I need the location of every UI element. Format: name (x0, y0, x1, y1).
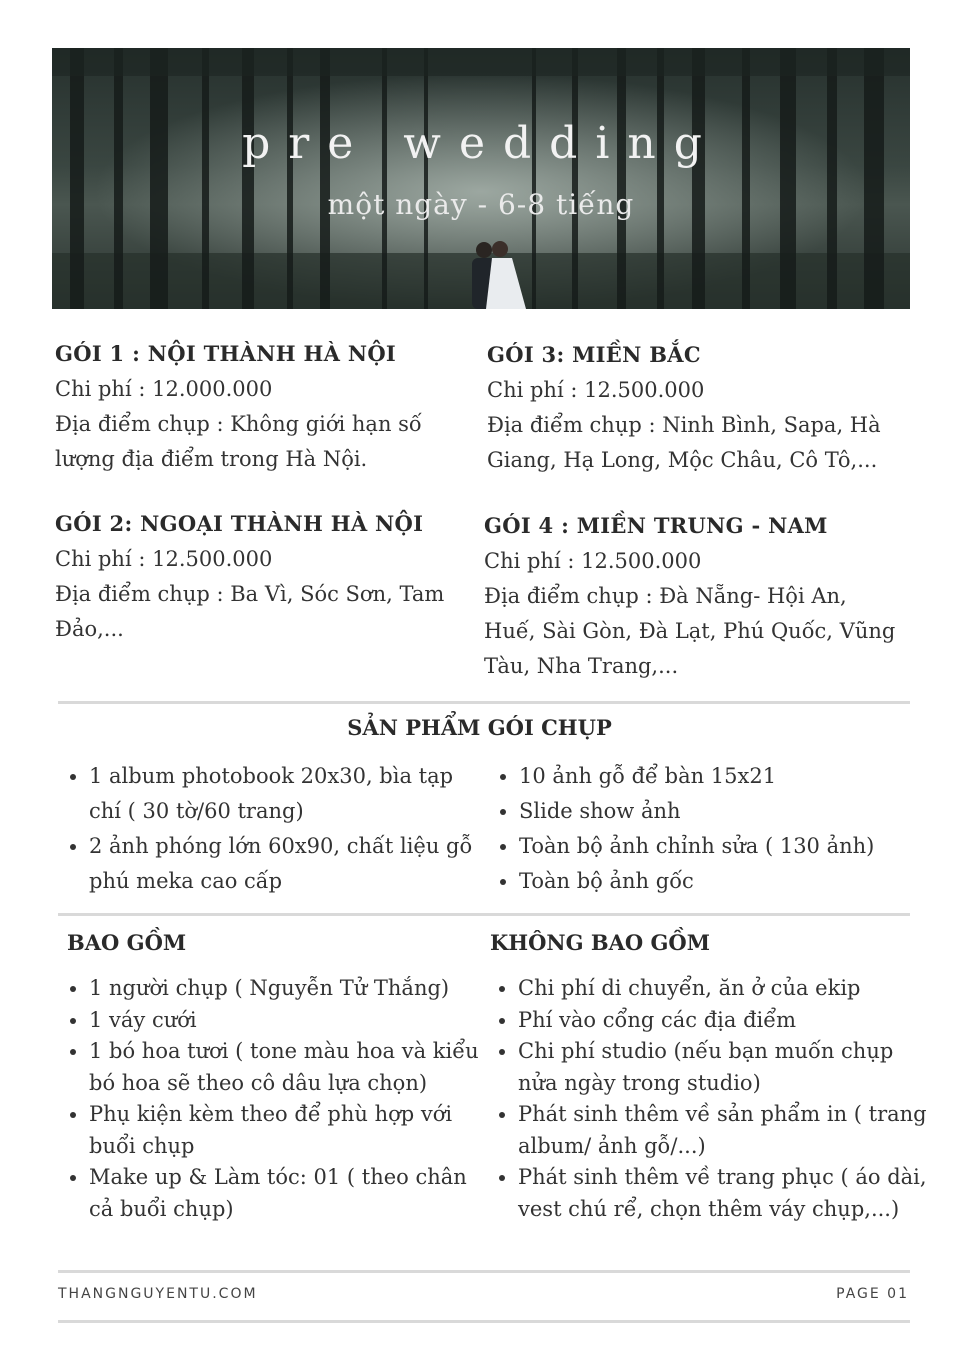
divider (58, 1320, 910, 1323)
excluded-list (486, 973, 938, 1225)
hero-title: pre wedding (242, 118, 720, 169)
products-list-left (57, 759, 489, 899)
package-location: Địa điểm chụp : Ba Vì, Sóc Sơn, Tam Đảo,... (55, 582, 445, 641)
list-item: • Phí vào cổng các địa điểm (518, 1005, 938, 1037)
list-item: • Phụ kiện kèm theo để phù hợp với buổi chụp (89, 1099, 489, 1162)
list-item: • Toàn bộ ảnh chỉnh sửa ( 130 ảnh) (519, 829, 939, 864)
list-item: • 1 album photobook 20x30, bìa tạp chí ( 30 tờ/60 trang) (89, 759, 489, 829)
package-3 (487, 342, 897, 478)
list-item: • 1 người chụp ( Nguyễn Tử Thắng) (89, 973, 489, 1005)
divider (58, 1270, 910, 1273)
package-location: Địa điểm chụp : Ninh Bình, Sapa, Hà Giang, Hạ Long, Mộc Châu, Cô Tô,... (487, 413, 881, 472)
package-cost: Chi phí : 12.500.000 (55, 547, 273, 571)
package-title: GÓI 1 : NỘI THÀNH HÀ NỘI (55, 341, 397, 366)
list-item: • Toàn bộ ảnh gốc (519, 864, 939, 899)
divider (58, 913, 910, 916)
package-location: Địa điểm chụp : Đà Nẵng- Hội An, Huế, Sài Gòn, Đà Lạt, Phú Quốc, Vũng Tàu, Nha Trang,... (484, 584, 896, 678)
list-item: • 2 ảnh phóng lớn 60x90, chất liệu gỗ phú meka cao cấp (89, 829, 489, 899)
footer-page-number: PAGE 01 (836, 1286, 909, 1302)
footer-website: THANGNGUYENTU.COM (58, 1286, 258, 1302)
list-item: • Chi phí di chuyển, ăn ở của ekip (518, 973, 938, 1005)
package-cost: Chi phí : 12.000.000 (55, 377, 273, 401)
package-4 (484, 513, 904, 684)
package-title: GÓI 2: NGOẠI THÀNH HÀ NỘI (55, 511, 424, 536)
products-list-right (487, 759, 939, 899)
package-cost: Chi phí : 12.500.000 (487, 378, 705, 402)
products-title: SẢN PHẨM GÓI CHỤP (347, 715, 612, 740)
package-cost: Chi phí : 12.500.000 (484, 549, 702, 573)
list-item: • Make up & Làm tóc: 01 ( theo chân cả buổi chụp) (89, 1162, 489, 1225)
list-item: • Phát sinh thêm về trang phục ( áo dài, vest chú rể, chọn thêm váy chụp,...) (518, 1162, 938, 1225)
divider (58, 701, 910, 704)
package-title: GÓI 3: MIỀN BẮC (487, 342, 701, 367)
excluded-title: KHÔNG BAO GỒM (490, 930, 710, 955)
package-1 (55, 341, 465, 477)
list-item: • 10 ảnh gỗ để bàn 15x21 (519, 759, 939, 794)
list-item: • Phát sinh thêm về sản phẩm in ( trang album/ ảnh gỗ/...) (518, 1099, 938, 1162)
list-item: • 1 bó hoa tươi ( tone màu hoa và kiểu bó hoa sẽ theo cô dâu lựa chọn) (89, 1036, 489, 1099)
package-location: Địa điểm chụp : Không giới hạn số lượng địa điểm trong Hà Nội. (55, 412, 422, 471)
package-title: GÓI 4 : MIỀN TRUNG - NAM (484, 513, 828, 538)
list-item: • Chi phí studio (nếu bạn muốn chụp nửa ngày trong studio) (518, 1036, 938, 1099)
hero-subtitle: một ngày - 6-8 tiếng (327, 188, 635, 221)
list-item: • Slide show ảnh (519, 794, 939, 829)
included-list (57, 973, 489, 1225)
list-item: • 1 váy cưới (89, 1005, 489, 1037)
included-title: BAO GỒM (67, 930, 187, 955)
couple-silhouette (462, 236, 528, 309)
hero-banner (52, 48, 910, 309)
package-2 (55, 511, 465, 647)
